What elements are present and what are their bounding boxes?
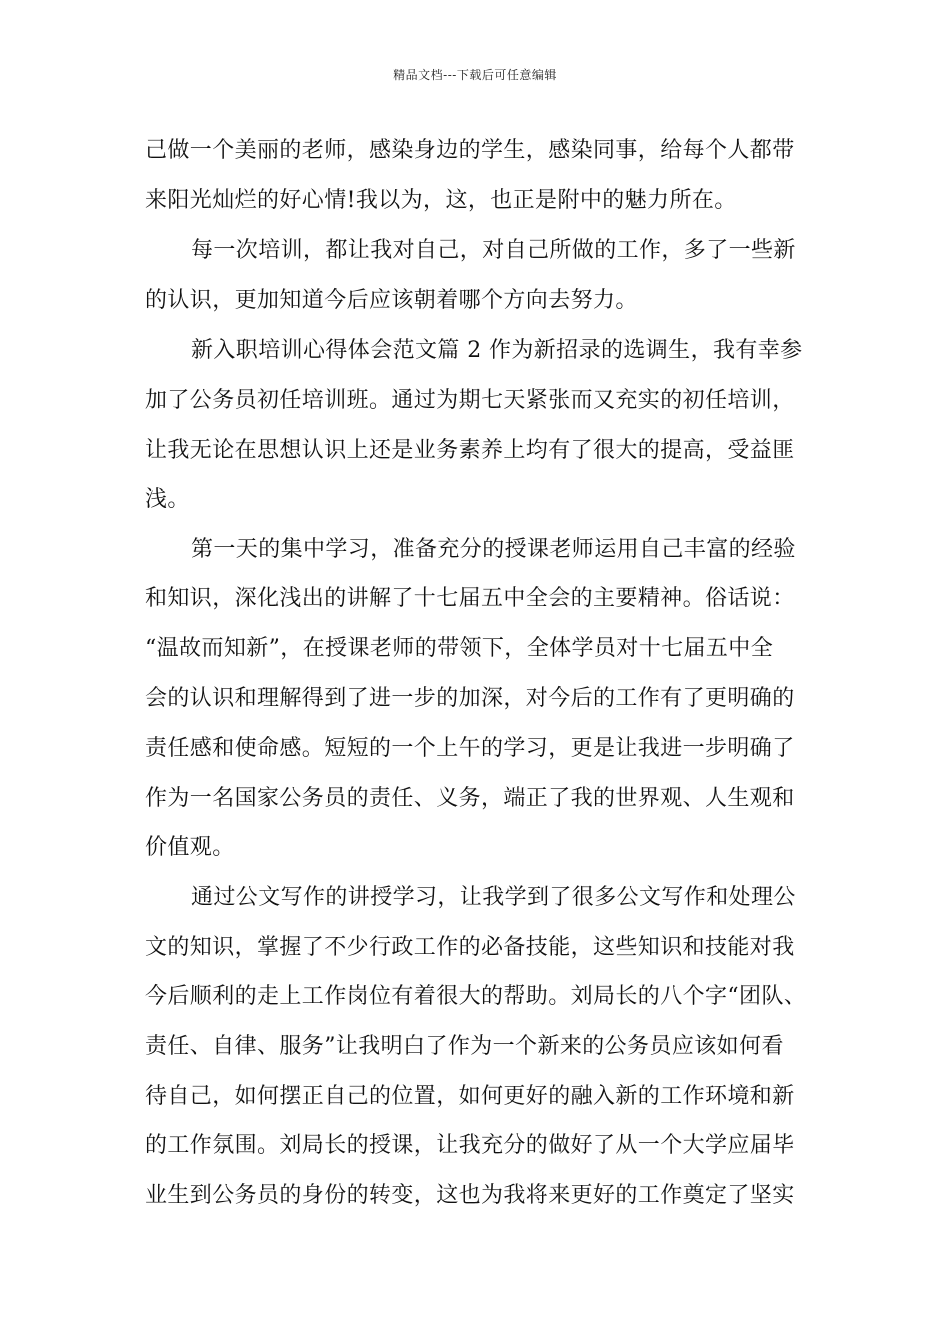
text-line: 和知识，深化浅出的讲解了十七届五中全会的主要精神。俗话说： — [145, 586, 795, 611]
text-line: 价值观。 — [145, 835, 235, 860]
text-line: 的工作氛围。刘局长的授课，让我充分的做好了从一个大学应届毕 — [145, 1133, 795, 1158]
text-line: 业生到公务员的身份的转变，这也为我将来更好的工作奠定了坚实 — [145, 1183, 795, 1208]
text-line: 通过公文写作的讲授学习，让我学到了很多公文写作和处理公 — [191, 885, 796, 910]
text-line: 作为一名国家公务员的责任、义务，端正了我的世界观、人生观和 — [145, 786, 795, 811]
text-line: 新入职培训心得体会范文篇 2 作为新招录的选调生，我有幸参 — [191, 338, 803, 363]
text-line: 每一次培训，都让我对自己，对自己所做的工作，多了一些新 — [191, 238, 796, 263]
text-line: 来阳光灿烂的好心情!我以为，这，也正是附中的魅力所在。 — [145, 188, 737, 213]
page-header: 精品文档---下载后可任意编辑 — [393, 68, 557, 82]
text-line: 会的认识和理解得到了进一步的加深，对今后的工作有了更明确的 — [145, 686, 795, 711]
text-line: 待自己，如何摆正自己的位置，如何更好的融入新的工作环境和新 — [145, 1084, 795, 1109]
text-line: 浅。 — [145, 487, 190, 512]
text-line: 今后顺利的走上工作岗位有着很大的帮助。刘局长的八个字“团队、 — [145, 984, 807, 1009]
text-line: 加了公务员初任培训班。通过为期七天紧张而又充实的初任培训， — [145, 388, 795, 413]
text-line: 让我无论在思想认识上还是业务素养上均有了很大的提高，受益匪 — [145, 438, 795, 463]
text-line: 文的知识，掌握了不少行政工作的必备技能，这些知识和技能对我 — [145, 935, 795, 960]
text-line: 的认识，更加知道今后应该朝着哪个方向去努力。 — [145, 288, 638, 313]
text-line: 责任感和使命感。短短的一个上午的学习，更是让我进一步明确了 — [145, 736, 795, 761]
text-line: 己做一个美丽的老师，感染身边的学生，感染同事，给每个人都带 — [145, 138, 795, 163]
text-line: “温故而知新”，在授课老师的带领下，全体学员对十七届五中全 — [145, 636, 774, 661]
text-line: 第一天的集中学习，准备充分的授课老师运用自己丰富的经验 — [191, 537, 796, 562]
text-line: 责任、自律、服务”让我明白了作为一个新来的公务员应该如何看 — [145, 1034, 784, 1059]
